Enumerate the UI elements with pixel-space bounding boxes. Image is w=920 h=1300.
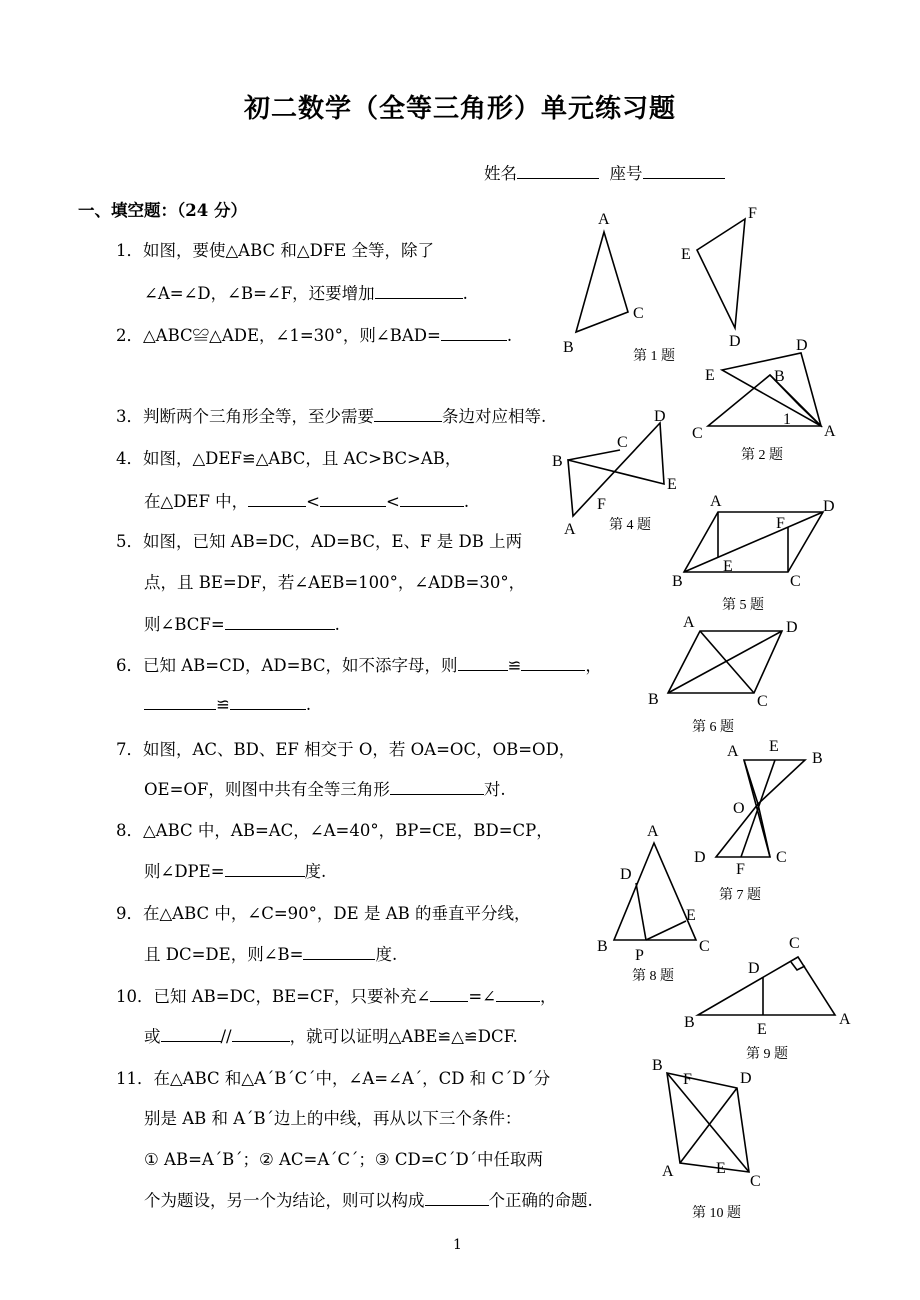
svg-text:E: E (723, 558, 733, 575)
figure-9-caption: 第 9 题 (746, 1047, 788, 1062)
question-2: 2．△ABC≌△ADE，∠1=30°，则∠BAD= . (116, 326, 513, 345)
figure-1-caption: 第 1 题 (633, 349, 675, 364)
figure-1-triangle-abc (576, 232, 628, 332)
question-3: 3．判断两个三角形全等，至少需要 条边对应相等. (116, 407, 547, 426)
question-7-line-1: 7．如图，AC、BD、EF 相交于 O，若 OA=OC，OB=OD， (116, 740, 576, 759)
question-8-line-1: 8．△ABC 中，AB=AC，∠A=40°，BP=CE，BD=CP， (116, 821, 553, 840)
svg-text:F: F (748, 205, 757, 222)
svg-text:E: E (705, 367, 715, 384)
name-label: 姓名 (484, 164, 517, 183)
svg-text:C: C (617, 434, 628, 451)
svg-text:1: 1 (783, 411, 791, 428)
page-title: 初二数学（全等三角形）单元练习题 (243, 94, 676, 124)
svg-text:B: B (563, 339, 574, 356)
figure-6-parallelogram (668, 631, 782, 693)
svg-text:O: O (733, 800, 745, 817)
figure-8 (614, 843, 696, 940)
figure-7-bowtie (716, 760, 805, 857)
svg-text:E: E (681, 246, 691, 263)
svg-text:D: D (740, 1070, 752, 1087)
svg-text:D: D (620, 866, 632, 883)
figure-4 (568, 423, 664, 516)
svg-text:F: F (683, 1071, 692, 1088)
question-4-line-1: 4．如图，△DEF≌△ABC，且 AC>BC>AB， (116, 449, 462, 468)
svg-text:F: F (736, 861, 745, 878)
svg-text:D: D (796, 337, 808, 354)
svg-text:A: A (564, 521, 576, 538)
svg-text:C: C (790, 573, 801, 590)
question-11-line-3: ① AB=A´B´；② AC=A´C´；③ CD=C´D´中任取两 (144, 1150, 543, 1169)
question-4-line-2: 在△DEF 中， < < . (144, 492, 470, 511)
figure-6-caption: 第 6 题 (692, 720, 734, 735)
question-1-line-1: 1．如图，要使△ABC 和△DFE 全等，除了 (116, 241, 435, 260)
svg-text:C: C (692, 425, 703, 442)
figure-7-caption: 第 7 题 (719, 888, 761, 903)
svg-text:B: B (684, 1014, 695, 1031)
svg-text:C: C (757, 693, 768, 710)
section-heading: 一、填空题：（24 分） (78, 201, 247, 220)
question-10-line-2: 或 // ，就可以证明△ABE≌△≌DCF. (144, 1027, 518, 1046)
svg-text:D: D (694, 849, 706, 866)
svg-text:D: D (654, 408, 666, 425)
figure-5-parallelogram (684, 512, 823, 572)
question-10-line-1: 10．已知 AB=DC，BE=CF，只要补充∠ =∠ ， (116, 987, 557, 1006)
figure-8-caption: 第 8 题 (632, 969, 674, 984)
figure-9 (698, 957, 835, 1015)
svg-text:C: C (750, 1173, 761, 1190)
figure-10-caption: 第 10 题 (692, 1206, 741, 1221)
figure-2-caption: 第 2 题 (741, 448, 783, 463)
svg-text:A: A (662, 1163, 674, 1180)
question-6-line-2: ≌ . (144, 694, 311, 714)
svg-text:A: A (839, 1011, 851, 1028)
svg-text:C: C (789, 935, 800, 952)
svg-text:B: B (552, 453, 563, 470)
figure-1-triangle-dfe (697, 219, 745, 328)
question-11-line-1: 11．在△ABC 和△A´B´C´中，∠A=∠A´，CD 和 C´D´分 (116, 1069, 551, 1088)
question-6-line-1: 6．已知 AB=CD，AD=BC，如不添字母，则 ≌ ， (116, 656, 602, 675)
svg-text:B: B (648, 691, 659, 708)
question-11-line-4: 个为题设，另一个为结论，则可以构成 个正确的命题. (144, 1191, 593, 1210)
svg-text:F: F (597, 496, 606, 513)
svg-text:B: B (812, 750, 823, 767)
question-8-line-2: 则∠DPE= 度. (144, 862, 327, 881)
question-11-line-2: 别是 AB 和 A´B´边上的中线，再从以下三个条件： (144, 1109, 522, 1128)
svg-text:A: A (647, 823, 659, 840)
svg-text:D: D (786, 619, 798, 636)
svg-text:C: C (699, 938, 710, 955)
seat-label: 座号 (609, 164, 643, 183)
question-5-line-2: 点，且 BE=DF，若∠AEB=100°，∠ADB=30°， (144, 573, 526, 592)
page-number: 1 (453, 1237, 462, 1253)
svg-text:C: C (776, 849, 787, 866)
question-9-line-2: 且 DC=DE，则∠B= 度. (144, 945, 398, 964)
svg-text:B: B (597, 938, 608, 955)
svg-text:E: E (769, 738, 779, 755)
figure-2 (708, 353, 821, 426)
figure-10 (667, 1073, 749, 1172)
question-5-line-1: 5．如图，已知 AB=DC，AD=BC，E、F 是 DB 上两 (116, 532, 523, 551)
svg-text:P: P (635, 947, 644, 964)
svg-text:D: D (729, 333, 741, 350)
question-5-line-3: 则∠BCF= . (144, 615, 340, 634)
question-1-line-2: ∠A=∠D，∠B=∠F，还要增加 . (144, 284, 468, 303)
svg-text:E: E (686, 907, 696, 924)
svg-text:B: B (672, 573, 683, 590)
svg-text:A: A (710, 493, 722, 510)
svg-text:C: C (633, 305, 644, 322)
svg-text:B: B (652, 1057, 663, 1074)
svg-text:D: D (748, 960, 760, 977)
svg-text:E: E (757, 1021, 767, 1038)
svg-text:A: A (598, 211, 610, 228)
svg-text:A: A (727, 743, 739, 760)
svg-text:E: E (716, 1160, 726, 1177)
figure-4-caption: 第 4 题 (609, 518, 651, 533)
svg-text:D: D (823, 498, 835, 515)
svg-text:A: A (824, 423, 836, 440)
svg-text:F: F (776, 515, 785, 532)
svg-text:A: A (683, 614, 695, 631)
question-9-line-1: 9．在△ABC 中，∠C=90°，DE 是 AB 的垂直平分线， (116, 904, 531, 923)
svg-text:E: E (667, 476, 677, 493)
question-7-line-2: OE=OF，则图中共有全等三角形 对. (144, 780, 506, 799)
svg-text:B: B (774, 368, 785, 385)
figure-5-caption: 第 5 题 (722, 598, 764, 613)
